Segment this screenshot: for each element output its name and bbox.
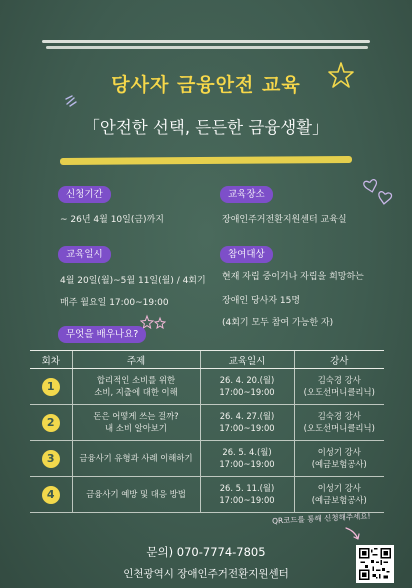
time-line: 17:00~19:00 bbox=[219, 458, 275, 469]
session-number-badge: 2 bbox=[42, 414, 60, 432]
teacher-name: 김숙경 강사 bbox=[317, 411, 361, 422]
topic-line: 합리적인 소비를 위한 bbox=[96, 375, 176, 386]
time-line: 17:00~19:00 bbox=[219, 494, 275, 505]
page-title: 당사자 금융안전 교육 bbox=[111, 74, 301, 96]
teacher-org: (예금보험공사) bbox=[311, 458, 367, 469]
target-line-2: 장애인 당사자 15명 bbox=[222, 296, 301, 306]
topic-line: 소비, 지출에 대한 이해 bbox=[94, 386, 178, 397]
organization-name: 인천광역시 장애인주거전환지원센터 bbox=[123, 568, 289, 580]
topic-line: 내 소비 알아보기 bbox=[105, 422, 167, 433]
apply-period-value: ~ 26년 4월 10일(금)까지 bbox=[60, 215, 164, 225]
header-teacher: 강사 bbox=[294, 351, 384, 369]
header-datetime: 교육일시 bbox=[200, 351, 294, 369]
date-line: 26. 4. 27.(월) bbox=[219, 411, 275, 422]
teacher-name: 김숙경 강사 bbox=[317, 375, 361, 386]
place-value: 장애인주거전환지원센터 교육실 bbox=[222, 215, 347, 225]
teacher-org: (오도선머니클리닉) bbox=[303, 422, 375, 433]
schedule-badge: 교육일시 bbox=[58, 246, 111, 263]
schedule-line-1: 4월 20일(월)~5월 11일(월) / 4회기 bbox=[60, 276, 206, 286]
topic-line: 돈은 어떻게 쓰는 걸까? bbox=[93, 411, 179, 422]
arrow-doodle-icon bbox=[344, 526, 362, 542]
target-line-3: (4회기 모두 참여 가능한 자) bbox=[222, 318, 334, 328]
date-line: 26. 5. 4.(월) bbox=[222, 447, 272, 458]
header-session: 회차 bbox=[30, 351, 72, 369]
date-line: 26. 4. 20.(월) bbox=[219, 375, 275, 386]
contact-info: 문의) 070-7774-7805 bbox=[146, 545, 266, 559]
teacher-org: (예금보험공사) bbox=[311, 494, 367, 505]
topic-line: 금융사기 예방 및 대응 방법 bbox=[86, 488, 186, 499]
apply-period-badge: 신청기간 bbox=[58, 186, 111, 203]
date-line: 26. 5. 11.(월) bbox=[219, 483, 275, 494]
time-line: 17:00~19:00 bbox=[219, 386, 275, 397]
curriculum-table bbox=[30, 350, 384, 512]
teacher-name: 이성기 강사 bbox=[317, 447, 361, 458]
session-number-badge: 3 bbox=[42, 450, 60, 468]
table-header-row bbox=[30, 351, 384, 369]
chalk-line-top bbox=[42, 40, 370, 43]
table-row bbox=[30, 477, 384, 513]
target-line-1: 현재 자립 중이거나 자립을 희망하는 bbox=[222, 272, 364, 282]
header-topic: 주제 bbox=[72, 351, 200, 369]
table-row bbox=[30, 405, 384, 441]
teacher-org: (오도선머니클리닉) bbox=[303, 386, 375, 397]
chalk-line-top-2 bbox=[46, 46, 368, 49]
schedule-line-2: 매주 월요일 17:00~19:00 bbox=[60, 298, 169, 308]
learn-badge: 무엇을 배우나요? bbox=[58, 326, 146, 343]
hearts-doodle-icon bbox=[362, 176, 400, 214]
qr-code[interactable] bbox=[356, 545, 394, 583]
teacher-name: 이성기 강사 bbox=[317, 483, 361, 494]
table-row bbox=[30, 369, 384, 405]
qr-note: QR코드를 통해 신청해주세요! bbox=[271, 511, 371, 526]
place-badge: 교육장소 bbox=[220, 186, 273, 203]
page-subtitle: 「안전한 선택, 든든한 금융생활」 bbox=[83, 118, 329, 137]
table-row bbox=[30, 441, 384, 477]
time-line: 17:00~19:00 bbox=[219, 422, 275, 433]
session-number-badge: 1 bbox=[42, 378, 60, 396]
topic-line: 금융사기 유형과 사례 이해하기 bbox=[79, 452, 193, 463]
target-badge: 참여대상 bbox=[220, 246, 273, 263]
session-number-badge: 4 bbox=[42, 486, 60, 504]
